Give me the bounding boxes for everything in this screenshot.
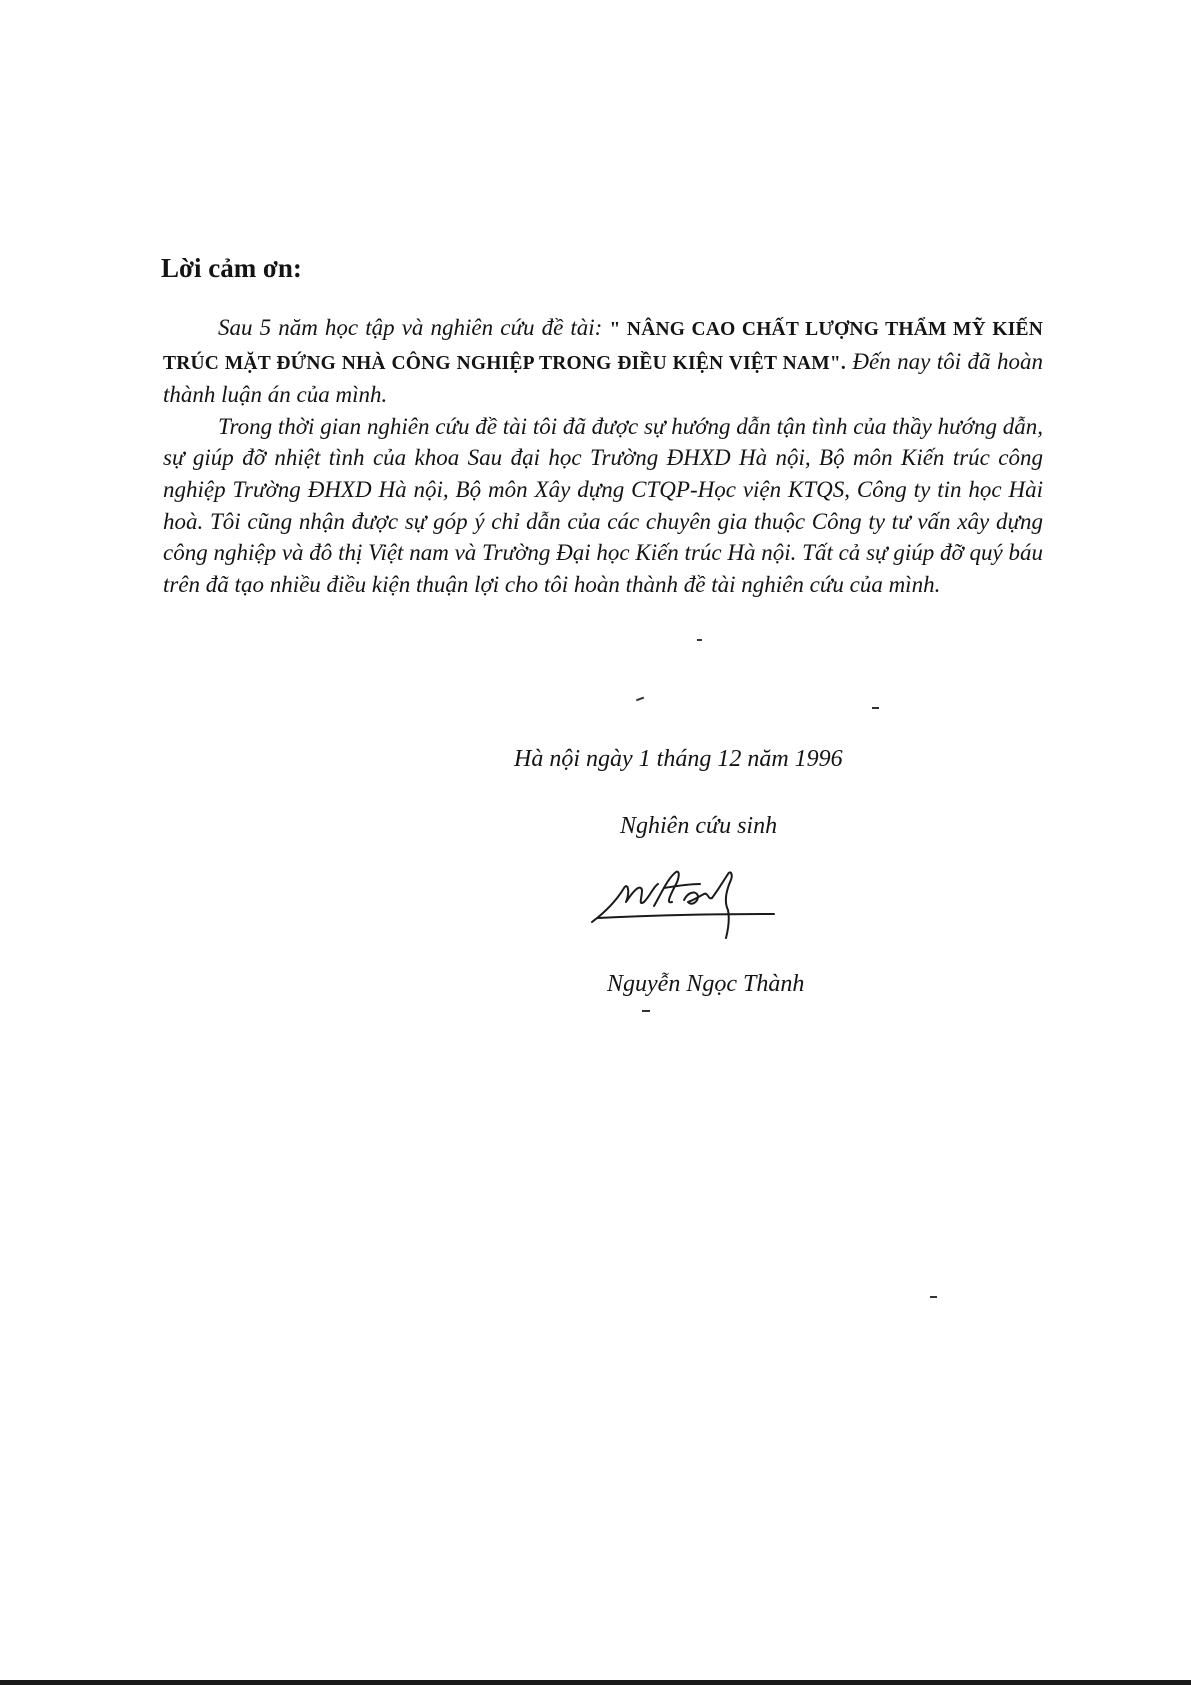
- acknowledgement-heading: Lời cảm ơn:: [161, 253, 302, 283]
- acknowledgement-body: [163, 312, 1043, 600]
- place-and-date: Hà nội ngày 1 tháng 12 năm 1996: [514, 746, 843, 772]
- author-name: Nguyễn Ngọc Thành: [607, 971, 805, 997]
- paragraph-intro: [163, 312, 1043, 411]
- intro-tail: Đến nay tôi đã hoàn thành luận án của mình.: [163, 348, 1043, 408]
- scan-speck: [930, 1296, 937, 1298]
- author-role: Nghiên cứu sinh: [620, 813, 778, 839]
- scan-speck: [642, 1010, 650, 1012]
- paragraph-thanks: Trong thời gian nghiên cứu đề tài tôi đã được sự hướng dẫn tận tình của thầy hướng dẫn, sự giúp đỡ nhiệt tình của khoa Sau đại học Trường ĐHXD Hà nội, Bộ môn Kiến trúc công nghiệp Trường ĐHXD Hà nội, Bộ môn Xây dựng CTQP-Học viện KTQS, Công ty tin học Hài hoà. Tôi cũng nhận được sự góp ý chỉ dẫn của các chuyên gia thuộc Công ty tư vấn xây dựng công nghiệp và đô thị Việt nam và Trường Đại học Kiến trúc Hà nội. Tất cả sự giúp đỡ quý báu trên đã tạo nhiều điều kiện thuận lợi cho tôi hoàn thành đề tài nghiên cứu của mình.: [163, 413, 1043, 597]
- scan-speck: [636, 697, 644, 701]
- scan-speck: [697, 639, 702, 641]
- intro-lead: Sau 5 năm học tập và nghiên cứu đề tài:: [218, 315, 610, 340]
- bottom-border: [0, 1680, 1191, 1685]
- handwritten-signature: [588, 866, 778, 946]
- thesis-title: " NÂNG CAO CHẤT LƯỢNG THẨM MỸ KIẾN TRÚC MẶT ĐỨNG NHÀ CÔNG NGHIỆP TRONG ĐIỀU KIỆN VIỆT NAM".: [163, 319, 1043, 374]
- scan-speck: [872, 707, 879, 709]
